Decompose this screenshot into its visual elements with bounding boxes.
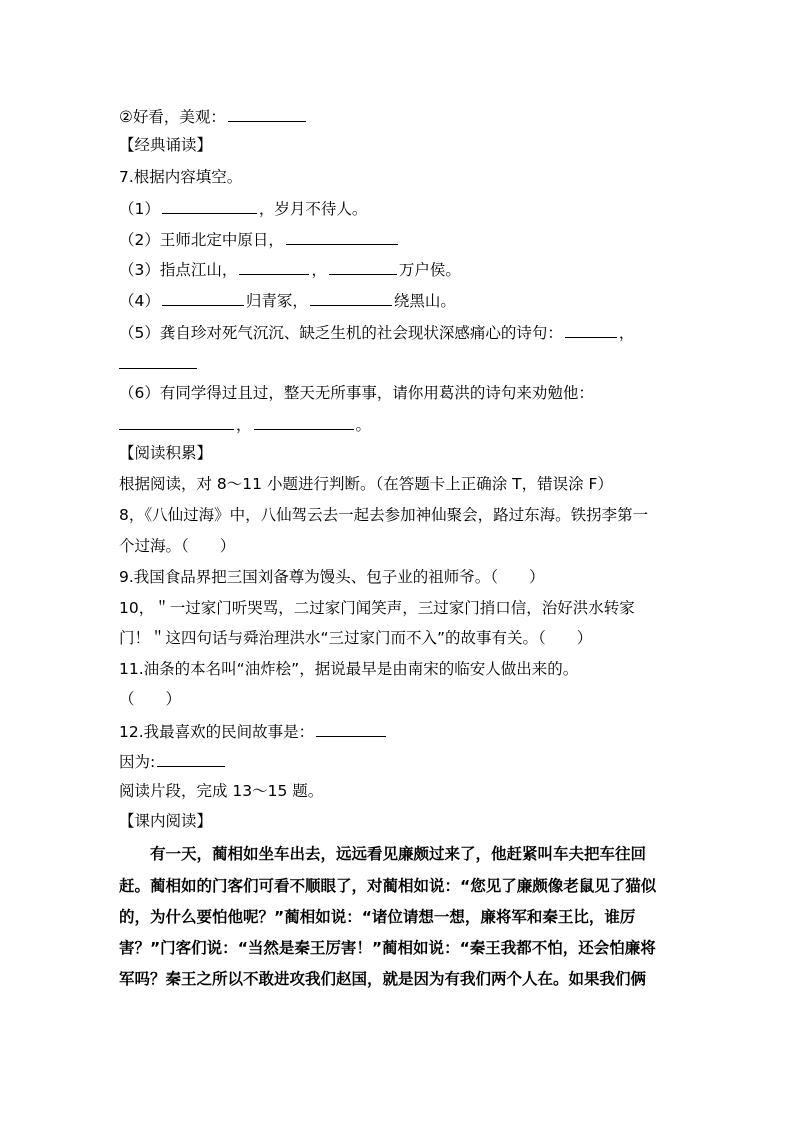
passage-line: 害？”门客们说：“当然是秦王厉害！”蔺相如说：“秦王我都不怕，还会怕廉将 <box>119 939 656 957</box>
q7-title: 7.根据内容填空。 <box>119 168 243 186</box>
passage-line: 的，为什么要怕他呢？”蔺相如说：“诸位请想一想，廉将军和秦王比，谁厉 <box>119 908 636 926</box>
q8-line1: 8，《八仙过海》中，八仙驾云去一起去参加神仙聚会，路过东海。铁拐李第一 <box>119 506 649 524</box>
q7-item-1: （1） ，岁月不待人。 <box>119 197 367 220</box>
answer-blank[interactable] <box>162 289 244 306</box>
q11-line1: 11.油条的本名叫“油炸桧”，据说最早是由南宋的临安人做出来的。 <box>119 660 579 678</box>
passage-line: 赶。蔺相如的门客们可看不顺眼了，对蔺相如说：“您见了廉颇像老鼠见了猫似 <box>119 877 657 895</box>
q7-item-2: （2）王师北定中原日， <box>119 228 400 251</box>
answer-blank[interactable] <box>329 258 397 275</box>
q10-line2: 门！＂这四句话与舜治理洪水“三过家门而不入”的故事有关。（ ） <box>119 629 593 647</box>
judge-intro: 根据阅读，对 8～11 小题进行判断。（在答题卡上正确涂 T，错误涂 F） <box>119 475 613 493</box>
top-line: ②好看，美观： <box>119 105 308 128</box>
q7-item-5: （5）龚自珍对死气沉沉、缺乏生机的社会现状深感痛心的诗句： ， <box>119 321 634 344</box>
q7-item-6-cont: ， 。 <box>119 413 371 436</box>
q7-item-6: （6）有同学得过且过，整天无所事事，请你用葛洪的诗句来劝勉他： <box>119 384 594 402</box>
passage-line: 军吗？秦王之所以不敢进攻我们赵国，就是因为有我们两个人在。如果我们俩 <box>119 970 647 988</box>
answer-blank[interactable] <box>119 413 234 430</box>
answer-blank[interactable] <box>565 321 617 338</box>
q11-line2: （ ） <box>119 690 182 708</box>
q8-line2: 个过海。（ ） <box>119 537 236 555</box>
answer-blank[interactable] <box>162 197 257 214</box>
read-intro: 阅读片段，完成 13～15 题。 <box>119 782 324 800</box>
section-heading-class: 【课内阅读】 <box>119 812 213 830</box>
q7-item-4: （4） 归青冢， 绕黑山。 <box>119 289 456 312</box>
section-heading-reading: 【阅读积累】 <box>119 444 213 462</box>
q9-line: 9.我国食品界把三国刘备尊为馒头、包子业的祖师爷。（ ） <box>119 568 545 586</box>
answer-blank[interactable] <box>239 258 309 275</box>
q12-line1: 12.我最喜欢的民间故事是： <box>119 720 388 743</box>
answer-blank[interactable] <box>157 750 225 767</box>
answer-blank[interactable] <box>310 289 392 306</box>
q12-line2: 因为: <box>119 750 227 773</box>
answer-blank[interactable] <box>119 352 197 369</box>
passage-line: 有一天，蔺相如坐车出去，远远看见廉颇过来了，他赶紧叫车夫把车往回 <box>150 845 647 863</box>
q10-line1: 10，＂一过家门听哭骂，二过家门闻笑声，三过家门捎口信，治好洪水转家 <box>119 599 635 617</box>
answer-blank[interactable] <box>228 105 306 122</box>
answer-blank[interactable] <box>316 720 386 737</box>
q7-item-5-cont <box>119 352 199 375</box>
answer-blank[interactable] <box>286 228 398 245</box>
q7-item-3: （3）指点江山， ， 万户侯。 <box>119 258 461 281</box>
answer-blank[interactable] <box>254 413 354 430</box>
section-heading-classic: 【经典诵读】 <box>119 136 213 154</box>
